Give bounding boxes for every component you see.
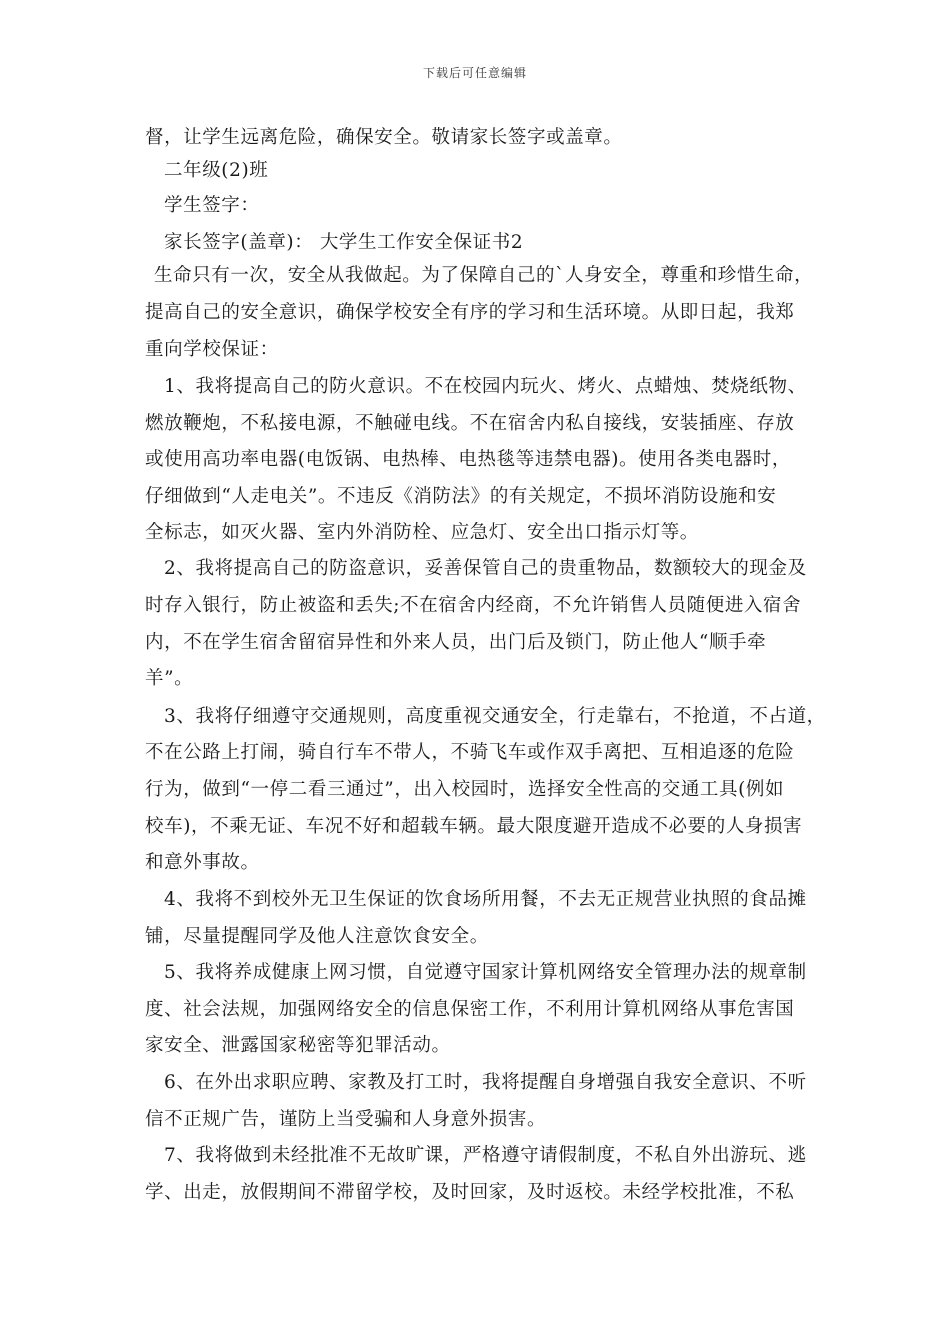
text-line: 督，让学生远离危险，确保安全。敬请家长签字或盖章。 xyxy=(145,127,623,148)
text-line: 仔细做到“人走电关”。不违反《消防法》的有关规定，不损坏消防设施和安 xyxy=(145,486,777,507)
text-line: 和意外事故。 xyxy=(145,852,260,873)
item-3-start: 3、我将仔细遵守交通规则，高度重视交通安全，行走靠右，不抢道，不占道， xyxy=(164,706,826,727)
text-line: 度、社会法规，加强网络安全的信息保密工作，不利用计算机网络从事危害国 xyxy=(145,999,795,1020)
text-line: 或使用高功率电器(电饭锅、电热棒、电热毯等违禁电器)。使用各类电器时， xyxy=(145,449,791,470)
text-line: 行为，做到“一停二看三通过”，出入校园时，选择安全性高的交通工具(例如 xyxy=(145,779,785,800)
item-4-start: 4、我将不到校外无卫生保证的饮食场所用餐，不去无正规营业执照的食品摊 xyxy=(164,889,807,910)
text-line: 重向学校保证： xyxy=(145,339,279,360)
page-header: 下载后可任意编辑 xyxy=(422,66,527,80)
item-7-start: 7、我将做到未经批准不无故旷课，严格遵守请假制度，不私自外出游玩、逃 xyxy=(164,1145,807,1166)
text-line: 家安全、泄露国家秘密等犯罪活动。 xyxy=(145,1035,451,1056)
text-line: 学、出走，放假期间不滞留学校，及时回家，及时返校。未经学校批准，不私 xyxy=(145,1182,795,1203)
item-6-start: 6、在外出求职应聘、家教及打工时，我将提醒自身增强自我安全意识、不听 xyxy=(164,1072,807,1093)
text-line: 羊”。 xyxy=(145,668,194,689)
text-line: 时存入银行，防止被盗和丢失;不在宿舍内经商，不允许销售人员随便进入宿舍 xyxy=(145,595,802,616)
text-line: 内，不在学生宿舍留宿异性和外来人员，出门后及锁门，防止他人“顺手牵 xyxy=(145,632,767,653)
text-line: 燃放鞭炮，不私接电源，不触碰电线。不在宿舍内私自接线，安装插座、存放 xyxy=(145,413,795,434)
text-line: 信不正规广告，谨防上当受骗和人身意外损害。 xyxy=(145,1109,547,1130)
item-1-start: 1、我将提高自己的防火意识。不在校园内玩火、烤火、点蜡烛、焚烧纸物、 xyxy=(164,376,807,397)
parent-signature-line: 家长签字(盖章)： 大学生工作安全保证书2 xyxy=(164,232,524,253)
paragraph-start: 生命只有一次，安全从我做起。为了保障自己的`人身安全，尊重和珍惜生命， xyxy=(154,265,814,286)
text-line: 不在公路上打闹，骑自行车不带人，不骑飞车或作双手离把、互相追逐的危险 xyxy=(145,742,795,763)
student-signature-line: 学生签字： xyxy=(164,195,260,216)
item-5-start: 5、我将养成健康上网习惯，自觉遵守国家计算机网络安全管理办法的规章制 xyxy=(164,962,807,983)
text-line: 提高自己的安全意识，确保学校安全有序的学习和生活环境。从即日起，我郑 xyxy=(145,302,795,323)
text-line: 铺，尽量提醒同学及他人注意饮食安全。 xyxy=(145,926,489,947)
item-2-start: 2、我将提高自己的防盗意识，妥善保管自己的贵重物品，数额较大的现金及 xyxy=(164,558,807,579)
class-name-line: 二年级(2)班 xyxy=(164,160,269,181)
text-line: 校车)，不乘无证、车况不好和超载车辆。最大限度避开造成不必要的人身损害 xyxy=(145,816,803,837)
text-line: 全标志，如灭火器、室内外消防栓、应急灯、安全出口指示灯等。 xyxy=(145,522,699,543)
